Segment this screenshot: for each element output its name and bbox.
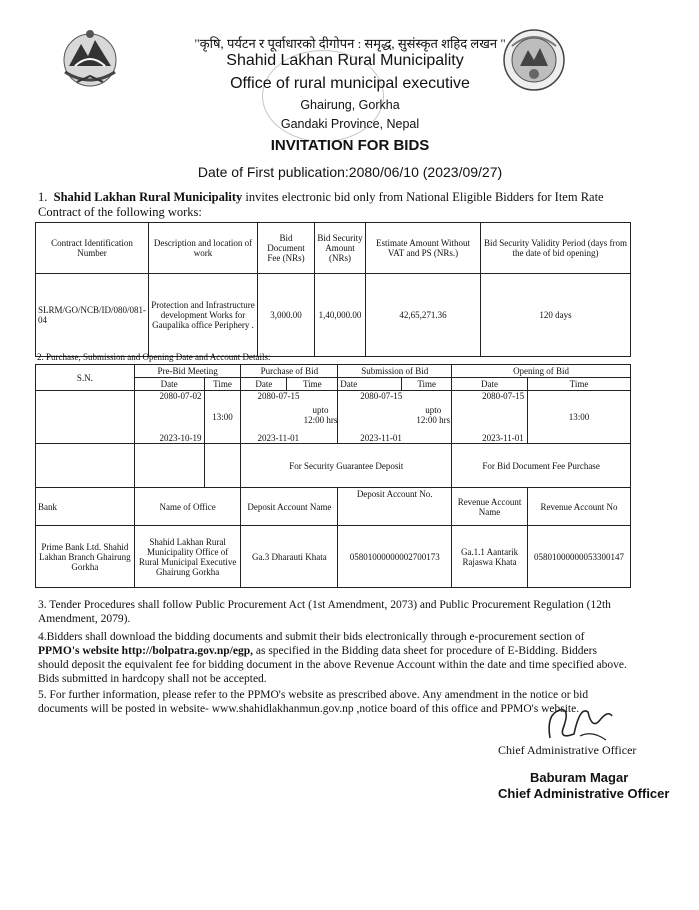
- opening-date-cell: [452, 391, 528, 444]
- group-purchase: Purchase of Bid: [241, 365, 338, 378]
- para4-pre: 4.Bidders shall download the bidding documents and submit their bids electronically through e-procurement section of: [38, 631, 585, 643]
- bank-header: Bank: [36, 488, 135, 526]
- works-table-header: [36, 223, 631, 274]
- paragraph-5: 5. For further information, please refer to the PPMO's website as prescribed above. Any amendment in the notice or bid documents will be posted in website- www.shahidlakhanmun.gov.np ,notice board of this office and PPMO's website.: [38, 689, 589, 715]
- office-name: Office of rural municipal executive: [230, 75, 470, 92]
- bank-cell: Prime Bank Ltd. Shahid Lakhan Branch Ghairung Gorkha: [36, 526, 135, 588]
- cell-description: Protection and Infrastructure development Works for Gaupalika office Periphery .: [149, 274, 258, 357]
- para1-text: invites electronic bid only from National Eligible Bidders for Item Rate Contract of the following works:: [38, 190, 604, 219]
- signatory-title: Chief Administrative Officer: [498, 786, 670, 801]
- address-line-1: Ghairung, Gorkha: [300, 98, 400, 112]
- signatory-name: Baburam Magar: [530, 770, 629, 785]
- purchase-date-label: Date: [241, 378, 287, 391]
- opening-time-label: Time: [527, 378, 630, 391]
- para1-number: 1.: [38, 190, 48, 204]
- motto: "कृषि, पर्यटन र पूर्वाधारको दीगोपन : समृद्ध, सुसंस्कृत शहिद लखन ": [194, 36, 506, 51]
- purpose-empty-3: [204, 444, 241, 488]
- cell-contract-id: SLRM/GO/NCB/ID/080/081-04: [36, 274, 149, 357]
- purpose-empty-2: [134, 444, 204, 488]
- col-contract-id: Contract Identification Number: [36, 223, 149, 274]
- group-opening: Opening of Bid: [452, 365, 631, 378]
- prebid-date-label: Date: [134, 378, 204, 391]
- signatory-role: Chief Administrative Officer: [498, 743, 637, 757]
- schedule-table: [35, 364, 631, 588]
- fee-purchase-label: For Bid Document Fee Purchase: [452, 444, 631, 488]
- cell-bid-fee: 3,000.00: [258, 274, 315, 357]
- sn-empty: [36, 391, 135, 444]
- table-row: [36, 274, 631, 357]
- col-estimate: Estimate Amount Without VAT and PS (NRs.): [366, 223, 481, 274]
- revenue-name-header: Revenue Account Name: [452, 488, 528, 526]
- nepal-emblem: [55, 22, 125, 92]
- schedule-group-row: [36, 365, 631, 378]
- purchase-time: upto 12:00 hrs: [303, 405, 338, 425]
- opening-time: 13:00: [527, 391, 630, 444]
- office-header: Name of Office: [134, 488, 241, 526]
- group-prebid: Pre-Bid Meeting: [134, 365, 241, 378]
- prebid-date-bs: 2080-07-02: [159, 391, 202, 401]
- prebid-time: 13:00: [204, 391, 241, 444]
- deposit-name-header: Deposit Account Name: [241, 488, 338, 526]
- purchase-date-bs: 2080-07-15: [257, 391, 300, 401]
- col-bid-security: Bid Security Amount (NRs): [315, 223, 366, 274]
- revenue-no-header: Revenue Account No: [527, 488, 630, 526]
- cell-validity: 120 days: [481, 274, 631, 357]
- group-submission: Submission of Bid: [338, 365, 452, 378]
- col-validity: Bid Security Validity Period (days from the date of bid opening): [481, 223, 631, 274]
- address-line-2: Gandaki Province, Nepal: [280, 117, 420, 131]
- office-cell: Shahid Lakhan Rural Municipality Office of Rural Municipal Executive Ghairung Gorkha: [134, 526, 241, 588]
- notice-title: INVITATION FOR BIDS: [270, 137, 430, 154]
- deposit-no-header: Deposit Account No.: [338, 488, 452, 526]
- table-row: [36, 526, 631, 588]
- schedule-dates-row: [36, 391, 631, 444]
- cell-bid-security: 1,40,000.00: [315, 274, 366, 357]
- submission-date-label: Date: [338, 378, 402, 391]
- works-table: [35, 222, 631, 357]
- para4-post: as specified in the Bidding data sheet for procedure of E-Bidding. Bidders should deposit the equivalent fee for bidding document in the above Revenue Account within the date and time specified above. Bids submitted in hardcopy shall not be accepted.: [38, 645, 627, 685]
- col-bid-fee: Bid Document Fee (NRs): [258, 223, 315, 274]
- para4-link: PPMO's website http://bolpatra.gov.np/egp,: [38, 645, 253, 657]
- submission-time: upto 12:00 hrs: [416, 405, 451, 425]
- revenue-no-cell: 05801000000053300147: [527, 526, 630, 588]
- account-purpose-row: [36, 444, 631, 488]
- purchase-date-ad: 2023-11-01: [257, 433, 300, 443]
- opening-date-ad: 2023-11-01: [482, 433, 524, 443]
- prebid-date-cell: [134, 391, 204, 444]
- paragraph-4: [38, 630, 628, 686]
- deposit-name-cell: Ga.3 Dharauti Khata: [241, 526, 338, 588]
- cell-estimate: 42,65,271.36: [366, 274, 481, 357]
- paragraph-3: 3. Tender Procedures shall follow Public Procurement Act (1st Amendment, 2073) and Public Procurement Regulation (12th Amendment, 2079).: [38, 599, 611, 625]
- deposit-no-cell: 05801000000002700173: [338, 526, 452, 588]
- section-2-title: 2. Purchase, Submission and Opening Date and Account Details:: [37, 352, 271, 362]
- submission-time-label: Time: [402, 378, 452, 391]
- purpose-empty-1: [36, 444, 135, 488]
- prebid-date-ad: 2023-10-19: [159, 433, 202, 443]
- security-deposit-label: For Security Guarantee Deposit: [241, 444, 452, 488]
- submission-cell: [338, 391, 452, 444]
- opening-date-bs: 2080-07-15: [482, 391, 525, 401]
- opening-date-label: Date: [452, 378, 528, 391]
- revenue-name-cell: Ga.1.1 Aantarik Rajaswa Khata: [452, 526, 528, 588]
- submission-date-ad: 2023-11-01: [360, 433, 402, 443]
- purchase-cell: [241, 391, 338, 444]
- organization-name: Shahid Lakhan Rural Municipality: [226, 52, 464, 69]
- publication-date: Date of First publication:2080/06/10 (2023/09/27): [197, 164, 503, 180]
- paragraph-1: [38, 190, 628, 220]
- account-header-row: [36, 488, 631, 526]
- col-description: Description and location of work: [149, 223, 258, 274]
- submission-date-bs: 2080-07-15: [360, 391, 403, 401]
- purchase-time-label: Time: [287, 378, 338, 391]
- sn-label: S.N.: [36, 365, 135, 391]
- para1-bold: Shahid Lakhan Rural Municipality: [53, 190, 243, 204]
- prebid-time-label: Time: [204, 378, 241, 391]
